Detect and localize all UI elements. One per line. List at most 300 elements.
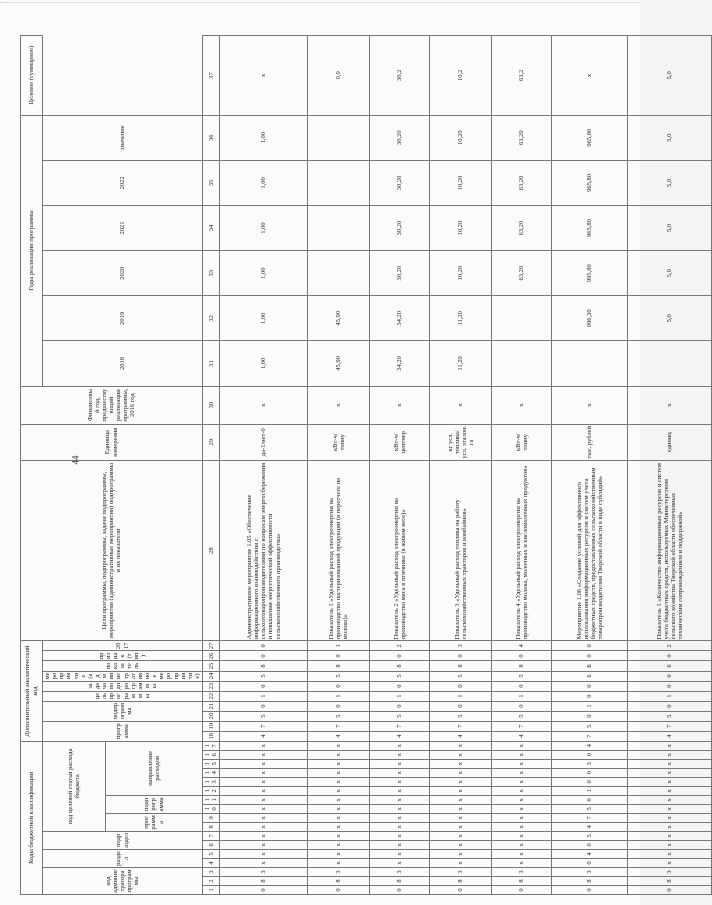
code-cell: 4	[552, 822, 628, 831]
code-cell: x	[492, 840, 552, 849]
code-cell: x	[220, 831, 308, 840]
code-cell: 5	[430, 671, 492, 681]
code-cell: x	[492, 777, 552, 786]
code-cell: x	[492, 795, 552, 804]
code-cell: 7	[430, 721, 492, 731]
code-cell: 8	[308, 876, 370, 885]
code-cell: 4	[430, 731, 492, 741]
column-number: 33	[203, 251, 220, 296]
code-cell: x	[430, 750, 492, 759]
code-cell: x	[370, 777, 430, 786]
code-cell: x	[492, 831, 552, 840]
code-cell: 0	[552, 681, 628, 691]
code-cell: 0	[552, 777, 628, 786]
header-target-group: Целевое (суммарное)	[21, 36, 43, 116]
code-cell: x	[370, 804, 430, 813]
code-cell: 5	[308, 671, 370, 681]
code-cell: x	[492, 858, 552, 867]
code-cell: x	[308, 840, 370, 849]
code-cell: 0	[220, 641, 308, 651]
row-year-value: 5,0	[628, 115, 712, 160]
code-cell: x	[370, 759, 430, 768]
column-number: 4	[203, 858, 220, 867]
code-cell: x	[430, 759, 492, 768]
code-cell: x	[220, 795, 308, 804]
scan-edge-artifact	[0, 2, 640, 3]
header-base-year: Финансовый год, предшествующий реализации программы, 2016 год	[21, 386, 203, 424]
code-cell: 0	[628, 651, 712, 661]
row-name: Показатель 3 «Удельный расход топлива на работу сельскохозяйственных тракторов и комбайнов»	[430, 460, 492, 641]
code-cell: 5	[492, 711, 552, 721]
row-base-value: x	[628, 386, 712, 424]
row-year-value: 63,20	[492, 251, 552, 296]
code-cell: x	[492, 741, 552, 750]
code-cell: x	[430, 795, 492, 804]
code-cell: x	[492, 813, 552, 822]
code-cell: 0	[370, 885, 430, 894]
header-exp-direction: направление расходов	[105, 741, 202, 795]
row-year-value	[308, 160, 370, 205]
code-cell: 1	[370, 691, 430, 701]
code-cell: x	[628, 786, 712, 795]
column-number: 7	[203, 831, 220, 840]
row-year-value: 1,00	[220, 296, 308, 341]
row-name: Показатель 1 «Удельный расход электроэнергии на производство пастеризованной продукции (в пересчете на молоко)»	[308, 460, 370, 641]
code-cell: 8	[492, 661, 552, 671]
code-cell: x	[492, 750, 552, 759]
code-cell: 8	[430, 661, 492, 671]
year-header: 2021	[43, 205, 203, 250]
row-unit: кВт-ч/центнер	[370, 424, 430, 460]
code-cell: x	[430, 786, 492, 795]
code-cell: x	[430, 849, 492, 858]
code-cell: 0	[552, 885, 628, 894]
code-cell: 3	[492, 867, 552, 876]
code-cell: 0	[308, 651, 370, 661]
code-cell: 8	[220, 876, 308, 885]
code-cell: x	[308, 858, 370, 867]
row-year-value: 1,00	[220, 160, 308, 205]
row-unit: единиц	[628, 424, 712, 460]
header-codes-group: Коды бюджетной классификации	[21, 741, 43, 894]
code-cell: x	[430, 822, 492, 831]
column-number: 25	[203, 661, 220, 671]
row-target-value: 0,0	[308, 36, 370, 116]
code-cell: x	[370, 768, 430, 777]
row-year-value	[492, 341, 552, 386]
row-unit: кВт-ч/тонну	[492, 424, 552, 460]
code-cell: 0	[552, 651, 628, 661]
code-cell: x	[370, 795, 430, 804]
header-target-value: значение	[43, 115, 203, 160]
row-year-value	[552, 341, 628, 386]
code-cell: 1	[220, 691, 308, 701]
header-budget-exp-code: код целевой статьи расхода бюджета	[43, 741, 106, 831]
row-year-value: 965,80	[552, 205, 628, 250]
row-unit: кг усл. топлива/ усл. эталон. га	[430, 424, 492, 460]
code-cell: 0	[552, 768, 628, 777]
row-year-value: 30,20	[370, 160, 430, 205]
code-cell: 0	[370, 651, 430, 661]
row-base-value: x	[308, 386, 370, 424]
code-cell: 0	[370, 701, 430, 711]
code-cell: 0	[552, 795, 628, 804]
row-unit: тыс. рублей	[552, 424, 628, 460]
code-cell: 0	[430, 681, 492, 691]
code-cell: x	[628, 741, 712, 750]
row-base-value: x	[370, 386, 430, 424]
column-number: 22	[203, 691, 220, 701]
code-cell: 0	[552, 691, 628, 701]
code-cell: 7	[370, 721, 430, 731]
row-year-value: 34,20	[370, 296, 430, 341]
code-cell: 5	[308, 711, 370, 721]
code-cell: 0	[628, 681, 712, 691]
code-cell: 3	[370, 867, 430, 876]
code-cell: 3	[628, 867, 712, 876]
row-year-value: 34,20	[370, 341, 430, 386]
column-number: 31	[203, 341, 220, 386]
header-unit: Единица измерения	[21, 424, 203, 460]
code-cell: x	[220, 813, 308, 822]
column-number: 1	[203, 885, 220, 894]
code-cell: 8	[370, 661, 430, 671]
code-cell: x	[220, 768, 308, 777]
row-name: Показатель 1 «Количество информационных ресурсов и систем учета бюджетных средств, используемых Министерством сельского хозяйства Тверской области обеспеченных техническим сопровождением и поддержкой»	[628, 460, 712, 641]
code-cell: x	[220, 849, 308, 858]
code-cell: x	[628, 768, 712, 777]
code-cell: 4	[492, 641, 552, 651]
code-cell: x	[430, 741, 492, 750]
header-subsection: подраздел	[43, 831, 203, 849]
code-cell: 1	[552, 786, 628, 795]
code-cell: 7	[220, 721, 308, 731]
code-cell: 8	[220, 661, 308, 671]
row-year-value: 11,20	[430, 296, 492, 341]
code-cell: 0	[552, 641, 628, 651]
row-target-value: x	[220, 36, 308, 116]
code-cell: 0	[430, 651, 492, 661]
code-cell: x	[220, 858, 308, 867]
column-number: 23	[203, 681, 220, 691]
row-base-value: x	[220, 386, 308, 424]
program-table	[20, 35, 712, 895]
column-number: 16	[203, 750, 220, 759]
header-subprogram: подпрограмма	[105, 795, 202, 813]
code-cell: 1	[308, 691, 370, 701]
code-cell: 4	[370, 731, 430, 741]
header-years-group: Годы реализации программы	[21, 115, 43, 386]
column-number: 35	[203, 160, 220, 205]
code-cell: x	[628, 795, 712, 804]
column-number: 21	[203, 701, 220, 711]
row-year-value: 10,20	[430, 205, 492, 250]
code-cell: 3	[430, 867, 492, 876]
code-cell: 1	[308, 641, 370, 651]
row-base-value: x	[430, 386, 492, 424]
column-number: 12	[203, 786, 220, 795]
code-cell: 7	[552, 813, 628, 822]
column-number: 15	[203, 759, 220, 768]
code-cell: x	[492, 822, 552, 831]
row-year-value: 996,30	[552, 296, 628, 341]
row-target-value: 10,2	[430, 36, 492, 116]
column-number: 5	[203, 849, 220, 858]
table-row	[492, 36, 552, 895]
code-cell: 0	[552, 711, 628, 721]
code-cell: x	[628, 813, 712, 822]
code-cell: x	[628, 822, 712, 831]
code-cell: 5	[370, 671, 430, 681]
header-name: Цели программы, подпрограммы, задачи подпрограммы, мероприятия (административные мероприятия) подпрограммы и их показатели	[21, 460, 203, 641]
code-cell: x	[370, 822, 430, 831]
column-number: 10	[203, 804, 220, 813]
column-number: 26	[203, 651, 220, 661]
column-number: 20	[203, 711, 220, 721]
code-cell: 0	[370, 681, 430, 691]
table-row	[370, 36, 430, 895]
code-cell: x	[308, 795, 370, 804]
column-number: 8	[203, 822, 220, 831]
column-number: 19	[203, 721, 220, 731]
column-number: 6	[203, 840, 220, 849]
row-year-value: 965,80	[552, 115, 628, 160]
code-cell: x	[370, 750, 430, 759]
column-number: 9	[203, 813, 220, 822]
code-cell: 4	[552, 849, 628, 858]
code-cell: x	[492, 759, 552, 768]
code-cell: 5	[492, 671, 552, 681]
code-cell: 0	[308, 681, 370, 691]
code-cell: x	[430, 813, 492, 822]
code-cell: x	[628, 759, 712, 768]
column-number: 34	[203, 205, 220, 250]
code-cell: 3	[552, 867, 628, 876]
column-number: 13	[203, 777, 220, 786]
code-cell: 0	[220, 681, 308, 691]
code-cell: x	[220, 741, 308, 750]
code-cell: 0	[552, 858, 628, 867]
code-cell: 0	[492, 885, 552, 894]
code-cell: x	[220, 777, 308, 786]
row-target-value: 30,2	[370, 36, 430, 116]
row-target-value: x	[552, 36, 628, 116]
code-cell: 8	[552, 876, 628, 885]
header-a-task: задача подпрограммы	[43, 681, 203, 691]
code-cell: x	[308, 777, 370, 786]
code-cell: x	[220, 822, 308, 831]
year-header: 2020	[43, 251, 203, 296]
code-cell: 1	[552, 701, 628, 711]
row-year-value: 995,80	[552, 251, 628, 296]
code-cell: x	[220, 759, 308, 768]
code-cell: 4	[220, 731, 308, 741]
table-row	[430, 36, 492, 895]
code-cell: x	[220, 786, 308, 795]
code-cell: 0	[220, 701, 308, 711]
code-cell: 4	[492, 731, 552, 741]
row-year-value	[492, 296, 552, 341]
code-cell: 7	[492, 721, 552, 731]
row-year-value: 45,90	[308, 341, 370, 386]
row-year-value: 63,20	[492, 115, 552, 160]
code-cell: 8	[308, 661, 370, 671]
code-cell: 0	[492, 651, 552, 661]
code-cell: x	[370, 813, 430, 822]
page-number: 44	[70, 455, 81, 465]
code-cell: 0	[552, 750, 628, 759]
row-name: Мероприятие 1.06 «Создание условий для эффективного использования информационных ресурсов и систем учета бюджетных средств, предоставляемых сельскохозяйственным товаропроизводителям Тверской области в виде субсидий»	[552, 460, 628, 641]
row-year-value: 30,20	[370, 115, 430, 160]
table-row	[308, 36, 370, 895]
code-cell: x	[308, 750, 370, 759]
code-cell: 0	[220, 651, 308, 661]
row-year-value: 1,00	[220, 341, 308, 386]
code-cell: x	[628, 849, 712, 858]
code-cell: x	[370, 849, 430, 858]
code-cell: 2	[628, 641, 712, 651]
row-year-value: 1,00	[220, 205, 308, 250]
code-cell: 8	[430, 876, 492, 885]
row-year-value: 5,0	[628, 251, 712, 296]
code-cell: x	[628, 777, 712, 786]
row-name: Показатель 2 «Удельный расход электроэнергии на производство мяса в птичнике (в живом весе)»	[370, 460, 430, 641]
code-cell: x	[370, 831, 430, 840]
row-year-value: 5,0	[628, 160, 712, 205]
column-number: 37	[203, 36, 220, 116]
code-cell: 3	[220, 867, 308, 876]
code-cell: x	[220, 750, 308, 759]
code-cell: x	[492, 849, 552, 858]
column-number: 29	[203, 424, 220, 460]
code-cell: 0	[552, 840, 628, 849]
row-year-value: 1,00	[220, 251, 308, 296]
code-cell: 8	[370, 876, 430, 885]
row-target-value: 63,2	[492, 36, 552, 116]
code-cell: 0	[628, 671, 712, 681]
row-year-value: 30,20	[370, 205, 430, 250]
code-cell: 8	[628, 876, 712, 885]
header-analytic-group: Дополнительный аналитический код	[21, 641, 43, 741]
column-number: 24	[203, 671, 220, 681]
header-a-program: программа	[43, 721, 203, 741]
header-a-type: признак (тип)	[43, 651, 203, 661]
column-number: 11	[203, 795, 220, 804]
code-cell: 7	[308, 721, 370, 731]
row-target-value: 5,0	[628, 36, 712, 116]
column-number-row	[203, 36, 220, 895]
code-cell: x	[430, 804, 492, 813]
rotated-table-wrapper	[20, 35, 685, 895]
code-cell: x	[370, 741, 430, 750]
code-cell: 0	[430, 701, 492, 711]
row-year-value: 5,0	[628, 205, 712, 250]
code-cell: 0	[308, 701, 370, 711]
code-cell: x	[308, 759, 370, 768]
row-year-value: 63,20	[492, 160, 552, 205]
code-cell: x	[430, 768, 492, 777]
code-cell: 0	[220, 885, 308, 894]
code-cell: x	[220, 840, 308, 849]
column-number: 28	[203, 460, 220, 641]
row-year-value: 10,20	[430, 115, 492, 160]
code-cell: x	[308, 768, 370, 777]
code-cell: 5	[552, 804, 628, 813]
row-year-value	[628, 341, 712, 386]
header-a-goal: цель программы	[43, 691, 203, 701]
code-cell: x	[628, 804, 712, 813]
code-cell: 8	[492, 876, 552, 885]
code-cell: 5	[370, 711, 430, 721]
row-year-value: 1,00	[220, 115, 308, 160]
code-cell: 3	[552, 759, 628, 768]
code-cell: 6	[628, 661, 712, 671]
column-number: 14	[203, 768, 220, 777]
column-number: 27	[203, 641, 220, 651]
header-a-event: мероприятие (административное мероприятие)	[44, 672, 201, 680]
code-cell: x	[628, 840, 712, 849]
code-cell: Б	[552, 661, 628, 671]
row-base-value: x	[492, 386, 552, 424]
year-header: 2018	[43, 341, 203, 386]
code-cell: 5	[552, 721, 628, 731]
code-cell: x	[628, 858, 712, 867]
code-cell: 5	[628, 711, 712, 721]
code-cell: 0	[628, 701, 712, 711]
row-year-value: 63,20	[492, 205, 552, 250]
code-cell: 4	[628, 731, 712, 741]
code-cell: 3	[308, 867, 370, 876]
table-row	[220, 36, 308, 895]
row-year-value	[308, 115, 370, 160]
code-cell: x	[430, 831, 492, 840]
code-cell: 0	[492, 681, 552, 691]
column-number: 2	[203, 876, 220, 885]
row-base-value: x	[552, 386, 628, 424]
code-cell: 2	[370, 641, 430, 651]
code-cell: x	[308, 849, 370, 858]
row-year-value: 45,90	[308, 296, 370, 341]
year-header: 2022	[43, 160, 203, 205]
row-year-value: 10,20	[430, 251, 492, 296]
code-cell: x	[628, 831, 712, 840]
code-cell: 7	[552, 731, 628, 741]
code-cell: 5	[552, 831, 628, 840]
header-a-indicator: показатель	[43, 661, 203, 671]
code-cell: 4	[552, 741, 628, 750]
table-row	[552, 36, 628, 895]
code-cell: 5	[430, 711, 492, 721]
row-unit: да-1/нет-0	[220, 424, 308, 460]
code-cell: 1	[628, 691, 712, 701]
row-year-value: 30,20	[370, 251, 430, 296]
code-cell: 5	[220, 711, 308, 721]
code-cell: x	[308, 831, 370, 840]
code-cell: x	[492, 768, 552, 777]
row-year-value: 5,0	[628, 296, 712, 341]
code-cell: 0	[492, 701, 552, 711]
code-cell: x	[492, 786, 552, 795]
code-cell: 7	[628, 721, 712, 731]
code-cell: x	[430, 858, 492, 867]
code-cell: x	[308, 813, 370, 822]
code-cell: x	[308, 786, 370, 795]
code-cell: x	[220, 804, 308, 813]
column-number: 3	[203, 867, 220, 876]
code-cell: 1	[492, 691, 552, 701]
code-cell: x	[370, 840, 430, 849]
row-year-value: 10,20	[430, 160, 492, 205]
